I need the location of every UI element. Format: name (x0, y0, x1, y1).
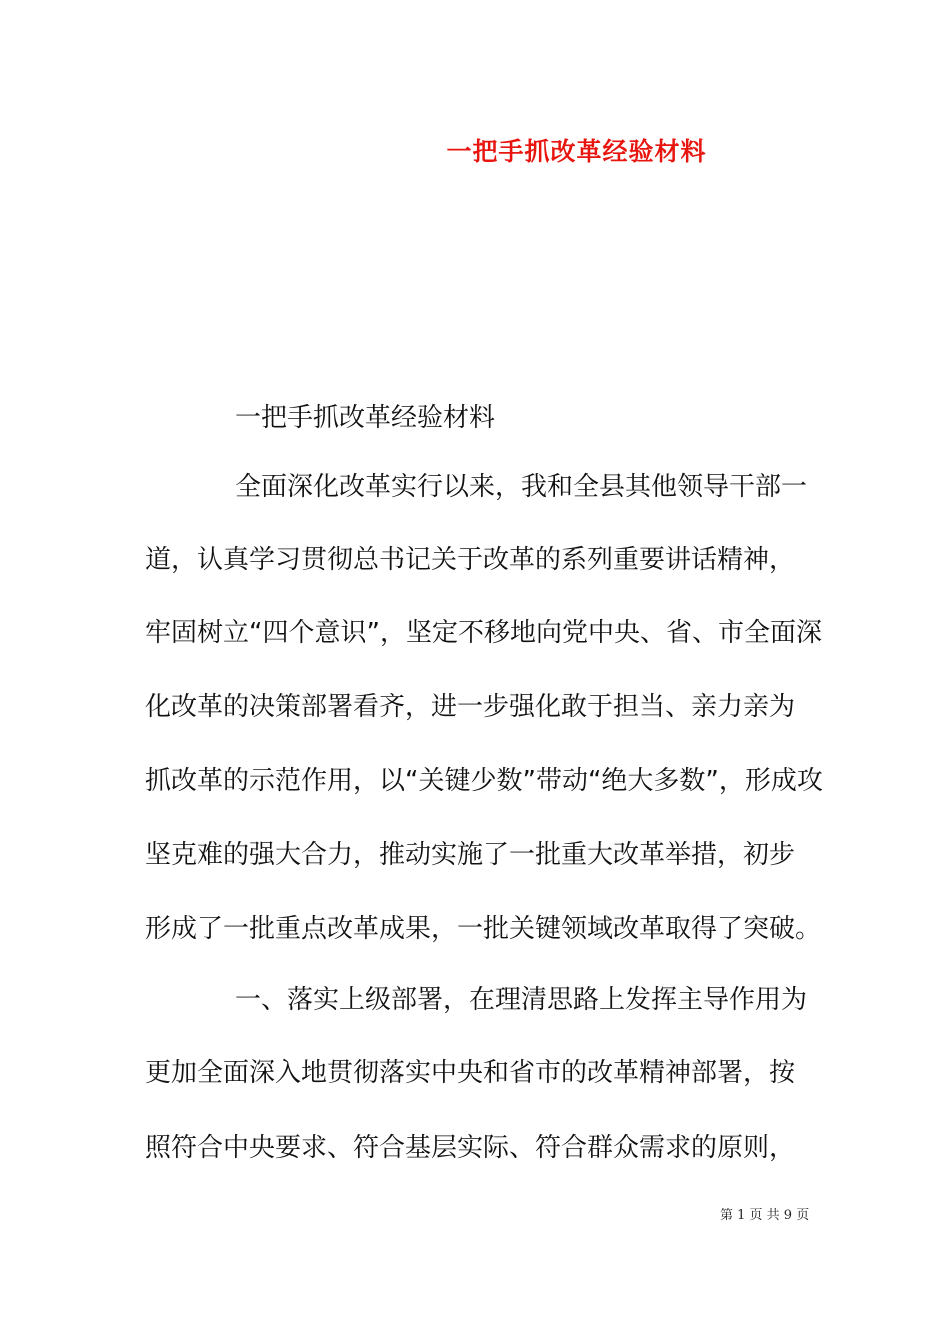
page-footer: 第 1 页 共 9 页 (720, 1208, 810, 1223)
body-line: 抓改革的示范作用，以“关键少数”带动“绝大多数”，形成攻 (145, 766, 823, 796)
section-heading: 一、落实上级部署，在理清思路上发挥主导作用为 (235, 985, 808, 1015)
body-line: 照符合中央要求、符合基层实际、符合群众需求的原则， (145, 1133, 796, 1163)
body-line: 全面深化改革实行以来，我和全县其他领导干部一 (235, 472, 808, 502)
body-line: 牢固树立“四个意识”，坚定不移地向党中央、省、市全面深 (145, 618, 822, 648)
body-heading: 一把手抓改革经验材料 (235, 403, 496, 433)
body-line: 坚克难的强大合力，推动实施了一批重大改革举措，初步 (145, 840, 796, 870)
body-line: 更加全面深入地贯彻落实中央和省市的改革精神部署，按 (145, 1058, 796, 1088)
body-line: 形成了一批重点改革成果，一批关键领域改革取得了突破。 (145, 914, 822, 944)
body-line: 化改革的决策部署看齐，进一步强化敢于担当、亲力亲为 (145, 692, 796, 722)
document-title: 一把手抓改革经验材料 (446, 137, 707, 166)
body-line: 道，认真学习贯彻总书记关于改革的系列重要讲话精神， (145, 545, 796, 575)
